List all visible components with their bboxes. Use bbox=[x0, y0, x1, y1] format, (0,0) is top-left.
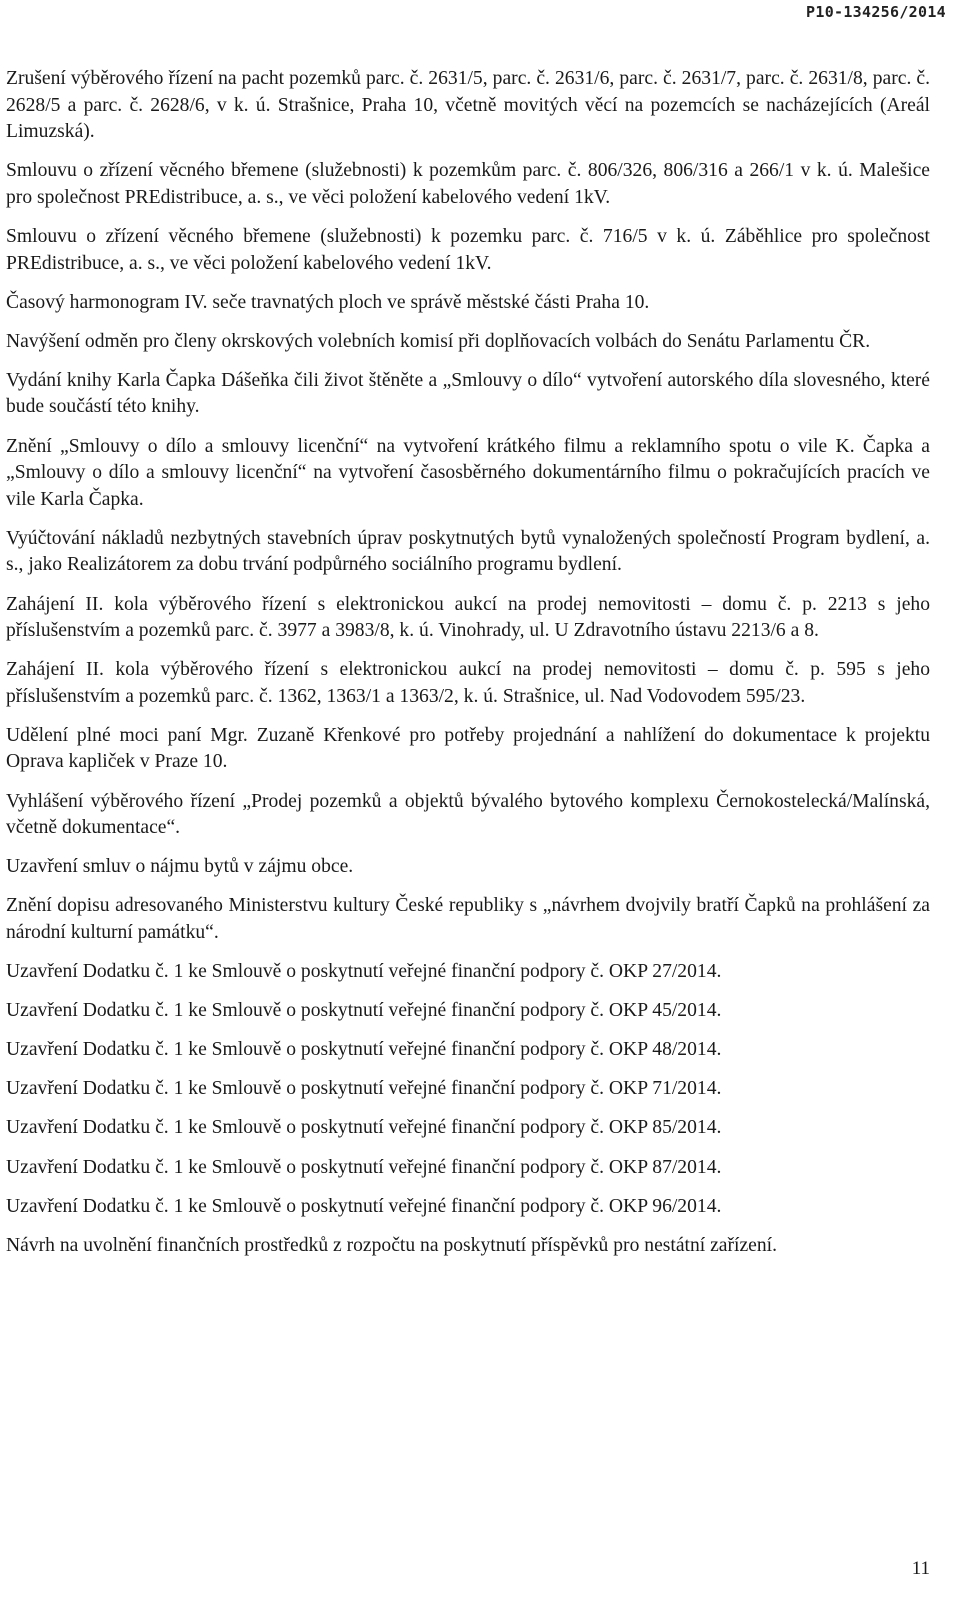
list-item: Vyúčtování nákladů nezbytných stavebních úprav poskytnutých bytů vynaložených společností Program bydlení, a. s., jako Realizátorem za dobu trvání podpůrného sociálního programu bydlení. bbox=[6, 527, 930, 576]
list-item: Uzavření Dodatku č. 1 ke Smlouvě o poskytnutí veřejné finanční podpory č. OKP 96/2014. bbox=[6, 1195, 722, 1217]
list-item: Vydání knihy Karla Čapka Dášeňka čili život štěněte a „Smlouvy o dílo“ vytvoření autorského díla slovesného, které bude součástí této knihy. bbox=[6, 369, 930, 418]
list-item: Uzavření smluv o nájmu bytů v zájmu obce. bbox=[6, 856, 354, 878]
list-item: Časový harmonogram IV. seče travnatých ploch ve správě městské části Praha 10. bbox=[6, 291, 650, 313]
page-number: 11 bbox=[911, 1558, 930, 1579]
list-item: Navýšení odměn pro členy okrskových volebních komisí při doplňovacích volbách do Senátu Parlamentu ČR. bbox=[6, 330, 871, 352]
list-item: Uzavření Dodatku č. 1 ke Smlouvě o poskytnutí veřejné finanční podpory č. OKP 71/2014. bbox=[6, 1078, 722, 1100]
list-item: Uzavření Dodatku č. 1 ke Smlouvě o poskytnutí veřejné finanční podpory č. OKP 45/2014. bbox=[6, 1000, 722, 1022]
list-item: Zahájení II. kola výběrového řízení s elektronickou aukcí na prodej nemovitosti – domu č. p. 2213 s jeho příslušenstvím a pozemků parc. č. 3977 a 3983/8, k. ú. Vinohrady, ul. U Zdravotního ústavu 2213/6 a 8. bbox=[6, 593, 930, 642]
list-item: Znění dopisu adresovaného Ministerstvu kultury České republiky s „návrhem dvojvily bratří Čapků na prohlášení za národní kulturní památku“. bbox=[6, 895, 930, 943]
list-item: Uzavření Dodatku č. 1 ke Smlouvě o poskytnutí veřejné finanční podpory č. OKP 87/2014. bbox=[6, 1156, 722, 1178]
list-item: Zahájení II. kola výběrového řízení s elektronickou aukcí na prodej nemovitosti – domu č. p. 595 s jeho příslušenstvím a pozemků parc. č. 1362, 1363/1 a 1363/2, k. ú. Strašnice, ul. Nad Vodovodem 595/23. bbox=[6, 659, 930, 707]
list-item: Uzavření Dodatku č. 1 ke Smlouvě o poskytnutí veřejné finanční podpory č. OKP 48/2014. bbox=[6, 1039, 722, 1061]
list-item: Udělení plné moci paní Mgr. Zuzaně Křenkové pro potřeby projednání a nahlížení do dokumentace k projektu Oprava kapliček v Praze 10. bbox=[6, 724, 930, 773]
list-item: Vyhlášení výběrového řízení „Prodej pozemků a objektů bývalého bytového komplexu Černokostelecká/Malínská, včetně dokumentace“. bbox=[6, 790, 930, 839]
list-item: Smlouvu o zřízení věcného břemene (služebnosti) k pozemku parc. č. 716/5 v k. ú. Záběhlice pro společnost PREdistribuce, a. s., ve věci položení kabelového vedení 1kV. bbox=[6, 225, 930, 274]
list-item: Uzavření Dodatku č. 1 ke Smlouvě o poskytnutí veřejné finanční podpory č. OKP 27/2014. bbox=[6, 961, 722, 983]
list-item: Smlouvu o zřízení věcného břemene (služebnosti) k pozemkům parc. č. 806/326, 806/316 a 266/1 v k. ú. Malešice pro společnost PREdistribuce, a. s., ve věci položení kabelového vedení 1kV. bbox=[6, 160, 930, 208]
list-item: Uzavření Dodatku č. 1 ke Smlouvě o poskytnutí veřejné finanční podpory č. OKP 85/2014. bbox=[6, 1117, 722, 1139]
list-item: Návrh na uvolnění finančních prostředků z rozpočtu na poskytnutí příspěvků pro nestátní zařízení. bbox=[6, 1234, 778, 1256]
document-code: P10-134256/2014 bbox=[806, 3, 946, 21]
resolution-list bbox=[6, 66, 930, 1272]
list-item: Zrušení výběrového řízení na pacht pozemků parc. č. 2631/5, parc. č. 2631/6, parc. č. 2631/7, parc. č. 2631/8, parc. č. 2628/5 a parc. č. 2628/6, v k. ú. Strašnice, Praha 10, včetně movitých věcí na pozemcích se nacházejících (Areál Limuzská). bbox=[6, 68, 930, 143]
list-item: Znění „Smlouvy o dílo a smlouvy licenční“ na vytvoření krátkého filmu a reklamního spotu o vile K. Čapka a „Smlouvy o dílo a smlouvy licenční“ na vytvoření časosběrného dokumentárního filmu o pokračujících pracích ve vile Karla Čapka. bbox=[6, 435, 930, 510]
